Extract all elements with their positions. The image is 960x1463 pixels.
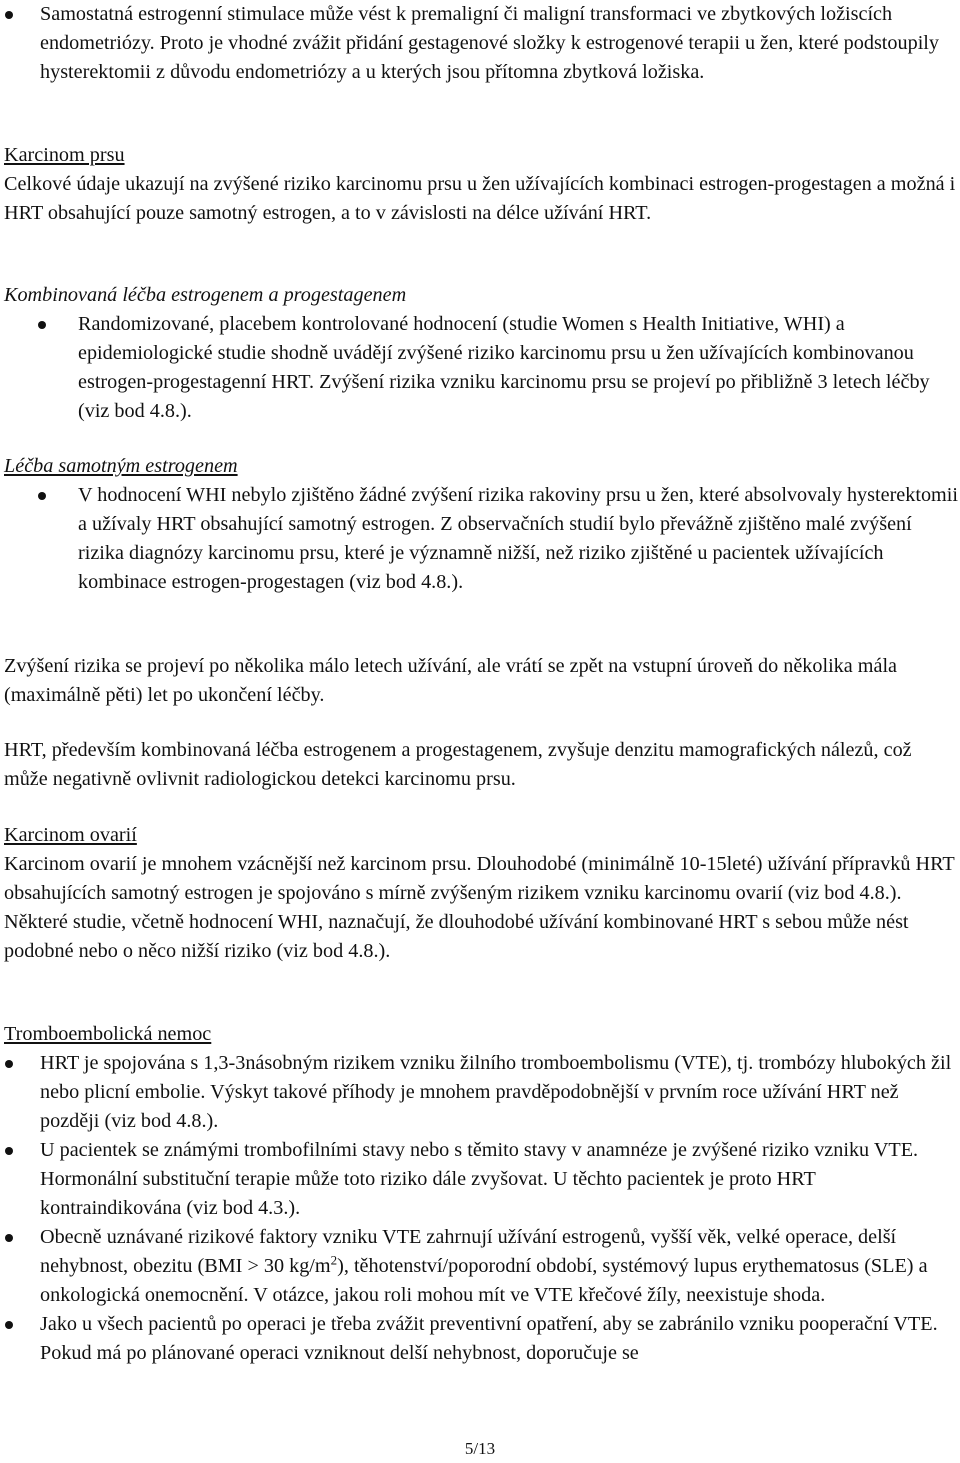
heading-breast-cancer: Karcinom prsu — [4, 144, 125, 166]
page-number: 5/13 — [464, 1439, 496, 1458]
vte-bullet-3-text-a: Obecně uznávané rizikové faktory vzniku VTE zahrnují užívání estrogenů, vyšší věk, velké operace, delší nehybnost, obezitu (BMI > 30 kg/m — [40, 1226, 897, 1277]
heading-ovarian-cancer: Karcinom ovarií — [4, 824, 137, 846]
heading-thromboembolism: Tromboembolická nemoc — [4, 1023, 212, 1045]
vte-bullet-2: U pacientek se známými trombofilními stavy nebo s těmito stavy v anamnéze je zvýšené riziko vzniku VTE. Hormonální substituční terapie může toto riziko dále zvyšovat. U těchto pacientek je proto HRT kontraindikována (viz bod 4.3.). — [4, 1136, 958, 1223]
ovarian-cancer-text: Karcinom ovarií je mnohem vzácnější než karcinom prsu. Dlouhodobé (minimálně 10-15leté) užívání přípravků HRT obsahujících samotný estrogen je spojováno s mírně zvýšeným rizikem vzniku karcinomu ovarií (viz bod 4.8.). Některé studie, včetně hodnocení WHI, naznačují, že dlouhodobé užívání kombinované HRT s sebou může nést podobné nebo o něco nižší riziko (viz bod 4.8.). — [4, 853, 955, 962]
section-thromboembolism — [4, 1020, 958, 1368]
breast-cancer-text: Celkové údaje ukazují na zvýšené riziko karcinomu prsu u žen užívajících kombinaci estrogen-progestagen a možná i HRT obsahující pouze samotný estrogen, a to v závislosti na délce užívání HRT. — [4, 173, 956, 224]
vte-bullet-3 — [4, 1223, 958, 1310]
section-ovarian-cancer — [4, 821, 958, 966]
vte-bullet-1: HRT je spojována s 1,3-3násobným rizikem vzniku žilního tromboembolismu (VTE), tj. trombózy hlubokých žil nebo plicní embolie. Výskyt takové příhody je mnohem pravděpodobnější v prvním roce užívání HRT než později (viz bod 4.8.). — [4, 1049, 958, 1136]
heading-estrogen-only: Léčba samotným estrogenem — [4, 455, 238, 477]
combined-therapy-bullet: Randomizované, placebem kontrolované hodnocení (studie Women s Health Initiative, WHI) a epidemiologické studie shodně uvádějí zvýšené riziko karcinomu prsu u žen užívajících kombinovanou estrogen-progestagenní HRT. Zvýšení rizika vzniku karcinomu prsu se projeví po přibližně 3 letech léčby (viz bod 4.8.). — [4, 310, 958, 426]
heading-combined-therapy: Kombinovaná léčba estrogenem a progestagenem — [4, 284, 407, 306]
section-estrogen-only — [4, 452, 958, 597]
vte-bullet-3-text-b: ), těhotenství/poporodní období, systémový lupus erythematosus (SLE) a onkologická onemocnění. V otázce, jakou roli mohou mít ve VTE křečové žíly, neexistuje shoda. — [40, 1255, 928, 1306]
intro-bullet: Samostatná estrogenní stimulace může vést k premaligní či maligní transformaci ve zbytkových ložiscích endometriózy. Proto je vhodné zvážit přidání gestagenové složky k estrogenové terapii u žen, které podstoupily hysterektomii z důvodu endometriózy a u kterých jsou přítomna zbytková ložiska. — [4, 0, 960, 87]
vte-bullet-4: Jako u všech pacientů po operaci je třeba zvážit preventivní opatření, aby se zabránilo vzniku pooperační VTE. Pokud má po plánované operaci vzniknout delší nehybnost, doporučuje se — [4, 1310, 958, 1368]
section-breast-cancer — [4, 141, 958, 228]
section-combined-therapy — [4, 281, 958, 426]
estrogen-only-bullet: V hodnocení WHI nebylo zjištěno žádné zvýšení rizika rakoviny prsu u žen, které absolvovaly hysterektomii a užívaly HRT obsahující samotný estrogen. Z observačních studií bylo převážně zjištěno malé zvýšení rizika diagnózy karcinomu prsu, které je významně nižší, než riziko zjištěné u pacientek užívajících kombinace estrogen-progestagen (viz bod 4.8.). — [4, 481, 958, 597]
vte-bullet-3-superscript: 2 — [330, 1252, 338, 1268]
hrt-density-paragraph: HRT, především kombinovaná léčba estrogenem a progestagenem, zvyšuje denzitu mamografických nálezů, což může negativně ovlivnit radiologickou detekci karcinomu prsu. — [4, 739, 912, 790]
risk-paragraph: Zvýšení rizika se projeví po několika málo letech užívání, ale vrátí se zpět na vstupní úroveň do několika mála (maximálně pěti) let po ukončení léčby. — [4, 655, 898, 706]
